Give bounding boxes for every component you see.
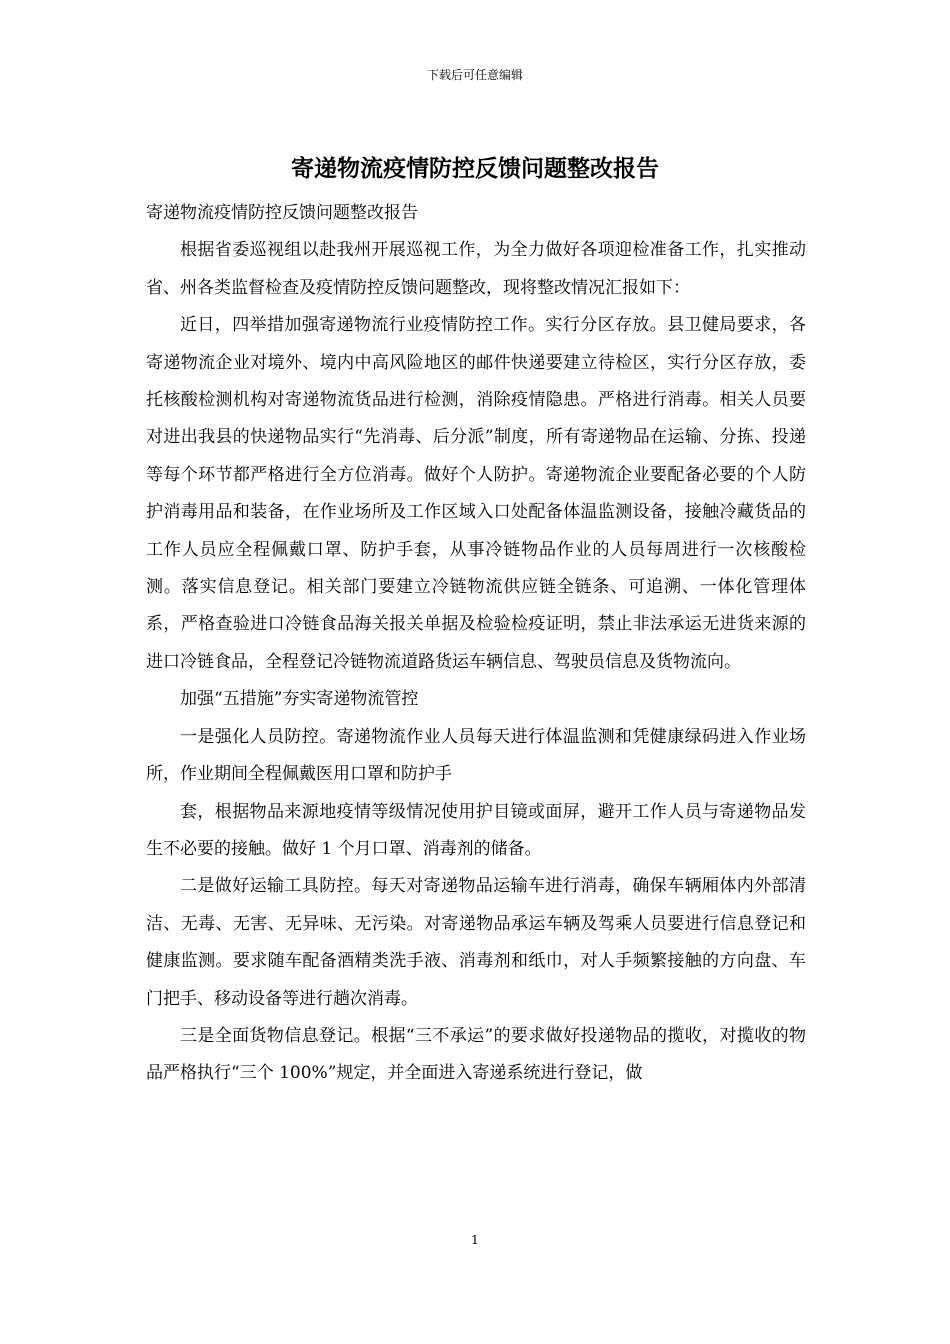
paragraph-personnel-control: 一是强化人员防控。寄递物流作业人员每天进行体温监测和凭健康绿码进入作业场所，作业期间全程佩戴医用口罩和防护手 <box>146 726 806 785</box>
paragraph-cargo-registration: 三是全面货物信息登记。根据“三不承运”的要求做好投递物品的揽收，对揽收的物品严格执行“三个 100%”规定，并全面进入寄递系统进行登记，做 <box>146 1025 806 1084</box>
paragraph-heading-five-measures: 加强“五措施”夯实寄递物流管控 <box>180 689 419 710</box>
header-note: 下载后可任意编辑 <box>426 68 523 82</box>
paragraph-personnel-control-cont: 套，根据物品来源地疫情等级情况使用护目镜或面屏，避开工作人员与寄递物品发生不必要的接触。做好 1 个月口罩、消毒剂的储备。 <box>146 801 806 859</box>
document-body <box>146 195 806 1093</box>
paragraph-intro: 根据省委巡视组以赴我州开展巡视工作，为全力做好各项迎检准备工作，扎实推动省、州各类监督检查及疫情防控反馈问题整改，现将整改情况汇报如下： <box>146 240 806 298</box>
paragraph-measures: 近日，四举措加强寄递物流行业疫情防控工作。实行分区存放。县卫健局要求，各寄递物流企业对境外、境内中高风险地区的邮件快递要建立待检区，实行分区存放，委托核酸检测机构对寄递物流货品进行检测，消除疫情隐患。严格进行消毒。相关人员要对进出我县的快递物品实行“先消毒、后分派”制度，所有寄递物品在运输、分拣、投递等每个环节都严格进行全方位消毒。做好个人防护。寄递物流企业要配备必要的个人防护消毒用品和装备，在作业场所及工作区域入口处配备体温监测设备，接触冷藏货品的工作人员应全程佩戴口罩、防护手套，从事冷链物品作业的人员每周进行一次核酸检测。落实信息登记。相关部门要建立冷链物流供应链全链条、可追溯、一体化管理体系，严格查验进口冷链食品海关报关单据及检验检疫证明，禁止非法承运无进货来源的进口冷链食品，全程登记冷链物流道路货运车辆信息、驾驶员信息及货物流向。 <box>146 315 806 672</box>
page-number: 1 <box>471 1233 479 1247</box>
paragraph-subtitle: 寄递物流疫情防控反馈问题整改报告 <box>146 203 418 223</box>
paragraph-vehicle-control: 二是做好运输工具防控。每天对寄递物品运输车进行消毒，确保车辆厢体内外部清洁、无毒、无害、无异味、无污染。对寄递物品承运车辆及驾乘人员要进行信息登记和健康监测。要求随车配备酒精类洗手液、消毒剂和纸巾，对人手频繁接触的方向盘、车门把手、移动设备等进行趟次消毒。 <box>146 876 806 1009</box>
document-title: 寄递物流疫情防控反馈问题整改报告 <box>291 155 659 182</box>
